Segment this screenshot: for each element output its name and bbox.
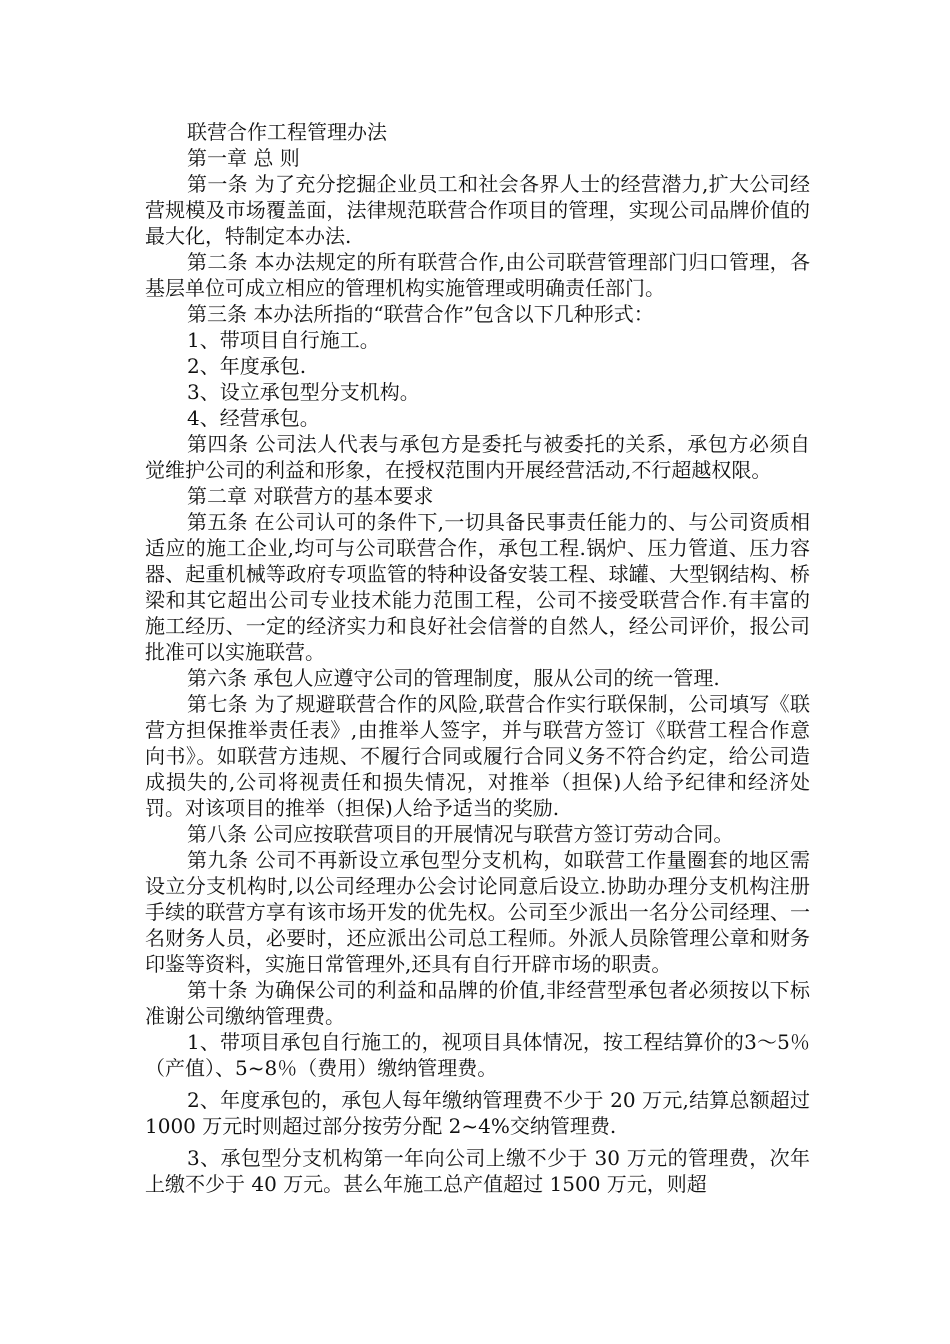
article-10: 第十条 为确保公司的利益和品牌的价值,非经营型承包者必须按以下标准谢公司缴纳管理费。	[145, 978, 810, 1028]
article-6: 第六条 承包人应遵守公司的管理制度，服从公司的统一管理.	[187, 666, 720, 690]
chapter-2-heading: 第二章 对联营方的基本要求	[187, 484, 434, 508]
fee-item-1: 1、带项目承包自行施工的，视项目具体情况，按工程结算价的3～5％（产值）、5~8％（费用）缴纳管理费。	[145, 1030, 810, 1080]
chapter-1-heading: 第一章 总 则	[187, 146, 300, 170]
article-7: 第七条 为了规避联营合作的风险,联营合作实行联保制，公司填写《联营方担保推举责任表》,由推举人签字，并与联营方签订《联营工程合作意向书》。如联营方违规、不履行合同或履行合同义务不符合约定，给公司造成损失的,公司将视责任和损失情况，对推举（担保)人给予纪律和经济处罚。对该项目的推举（担保)人给予适当的奖励.	[145, 692, 810, 820]
list-item-2: 2、年度承包.	[187, 354, 307, 378]
document-title: 联营合作工程管理办法	[187, 120, 387, 144]
article-5: 第五条 在公司认可的条件下,一切具备民事责任能力的、与公司资质相适应的施工企业,均可与公司联营合作，承包工程.锅炉、压力管道、压力容器、起重机械等政府专项监管的特种设备安装工程、球罐、大型钢结构、桥梁和其它超出公司专业技术能力范围工程，公司不接受联营合作.有丰富的施工经历、一定的经济实力和良好社会信誉的自然人，经公司评价，报公司批准可以实施联营。	[145, 510, 810, 664]
article-8: 第八条 公司应按联营项目的开展情况与联营方签订劳动合同。	[187, 822, 734, 846]
article-1: 第一条 为了充分挖掘企业员工和社会各界人士的经营潜力,扩大公司经营规模及市场覆盖面，法律规范联营合作项目的管理，实现公司品牌价值的最大化，特制定本办法.	[145, 172, 810, 248]
fee-item-3: 3、承包型分支机构第一年向公司上缴不少于 30 万元的管理费，次年上缴不少于 40 万元。甚么年施工总产值超过 1500 万元，则超	[145, 1146, 810, 1196]
article-3: 第三条 本办法所指的“联营合作”包含以下几种形式：	[187, 302, 654, 326]
article-9: 第九条 公司不再新设立承包型分支机构，如联营工作量圈套的地区需设立分支机构时,以公司经理办公会讨论同意后设立.协助办理分支机构注册手续的联营方享有该市场开发的优先权。公司至少派出一名分公司经理、一名财务人员，必要时，还应派出公司总工程师。外派人员除管理公章和财务印鉴等资料，实施日常管理外,还具有自行开辟市场的职责。	[145, 848, 810, 976]
document-page	[145, 119, 810, 1197]
list-item-1: 1、带项目自行施工。	[187, 328, 380, 352]
fee-item-2: 2、年度承包的，承包人每年缴纳管理费不少于 20 万元,结算总额超过 1000 万元时则超过部分按劳分配 2~4%交纳管理费.	[145, 1088, 810, 1138]
list-item-4: 4、经营承包。	[187, 406, 320, 430]
list-item-3: 3、设立承包型分支机构。	[187, 380, 420, 404]
article-2: 第二条 本办法规定的所有联营合作,由公司联营管理部门归口管理，各基层单位可成立相应的管理机构实施管理或明确责任部门。	[145, 250, 810, 300]
article-4: 第四条 公司法人代表与承包方是委托与被委托的关系，承包方必须自觉维护公司的利益和形象，在授权范围内开展经营活动,不行超越权限。	[145, 432, 810, 482]
